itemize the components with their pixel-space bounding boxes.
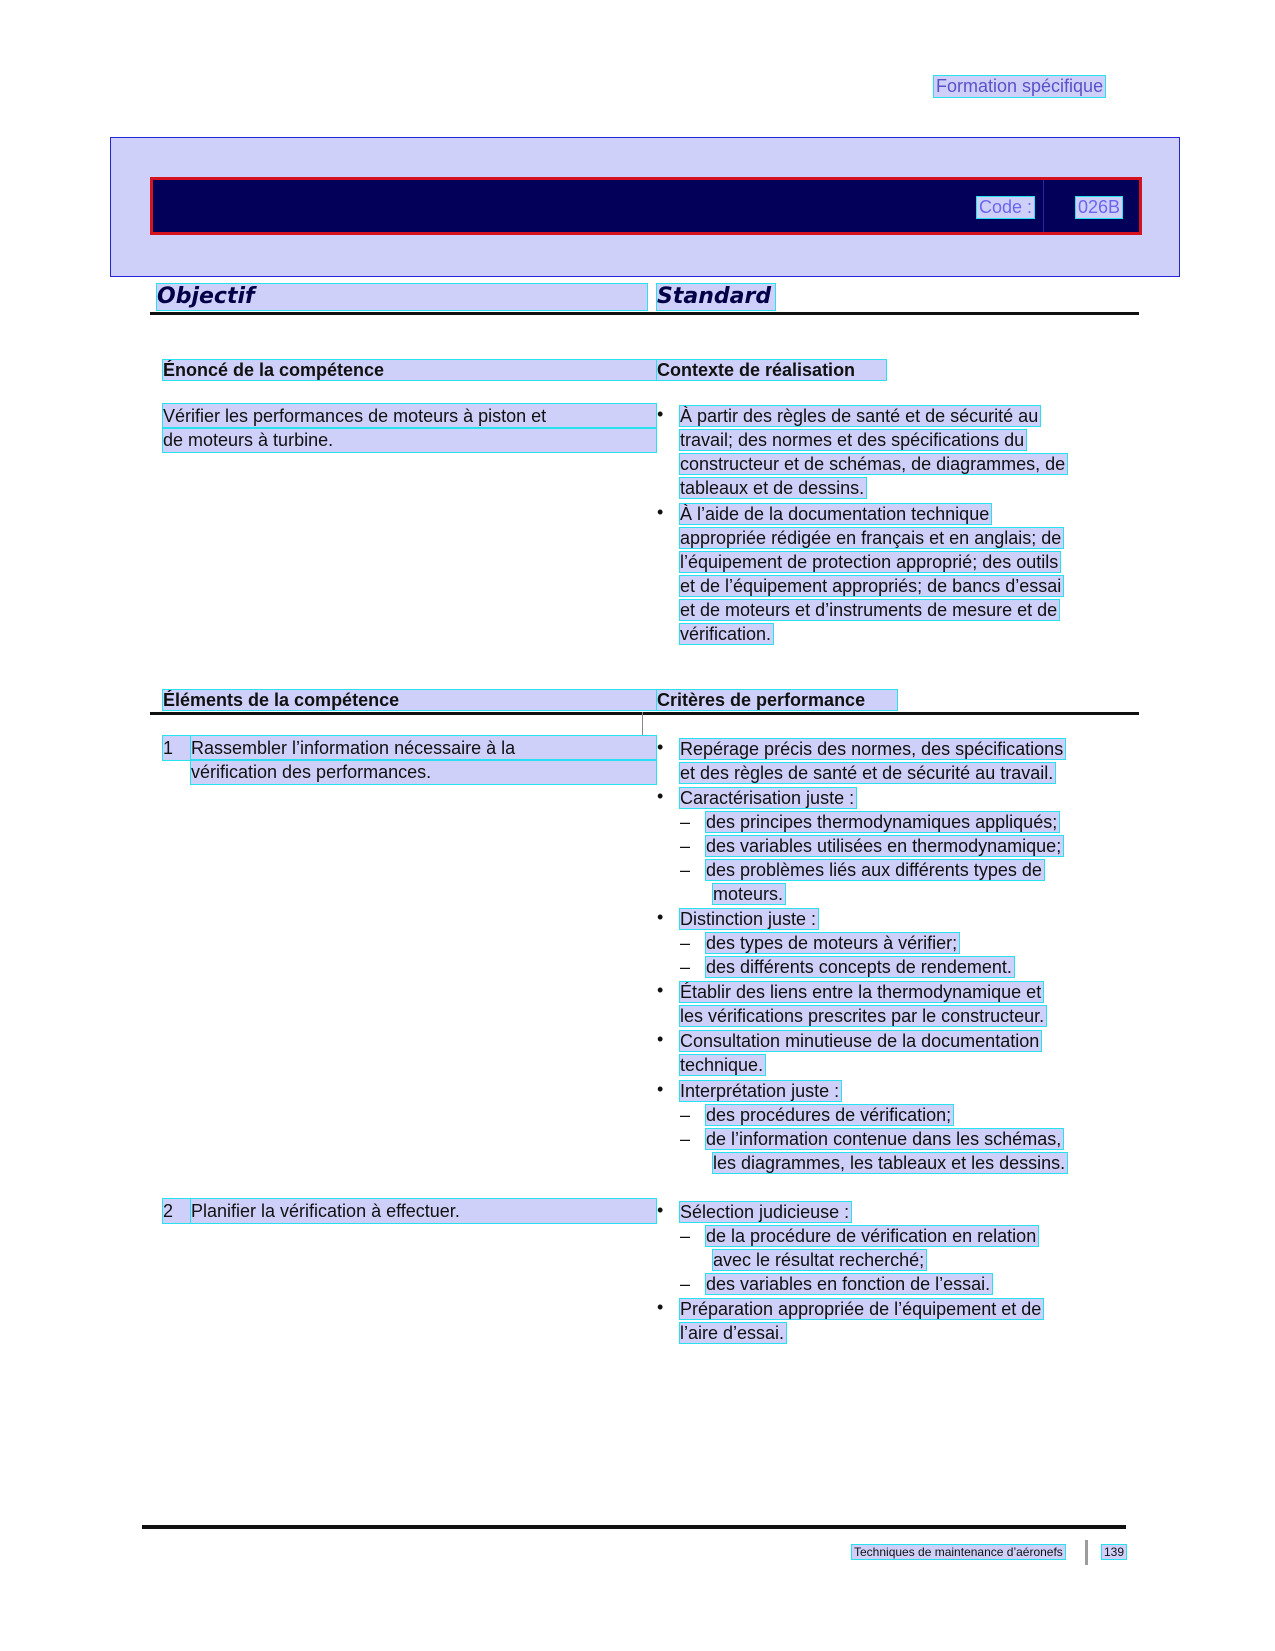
dash-icon: – bbox=[680, 860, 691, 880]
footer-text: Techniques de maintenance d’aéronefs bbox=[854, 1545, 1063, 1559]
element-line: Rassembler l’information nécessaire à la bbox=[191, 736, 656, 760]
sub-criterion bbox=[657, 858, 1127, 906]
contexte-line: À partir des règles de santé et de sécurité au bbox=[680, 406, 1039, 426]
element-line: Planifier la vérification à effectuer. bbox=[191, 1199, 656, 1223]
sub-criterion-line: avec le résultat recherché; bbox=[713, 1250, 925, 1270]
middle-rule bbox=[150, 712, 1139, 715]
dash-icon: – bbox=[680, 1274, 691, 1294]
criterion bbox=[657, 980, 1127, 1028]
criterion-line: technique. bbox=[680, 1055, 764, 1075]
contexte-heading: Contexte de réalisation bbox=[657, 360, 886, 380]
dash-icon: – bbox=[680, 812, 691, 832]
contexte-line: vérification. bbox=[680, 624, 772, 644]
criterion bbox=[657, 1079, 1127, 1103]
contexte-line: constructeur et de schémas, de diagrammes, de bbox=[680, 454, 1066, 474]
dash-icon: – bbox=[680, 933, 691, 953]
page-number: 139 bbox=[1104, 1545, 1125, 1559]
dash-icon: – bbox=[680, 1226, 691, 1246]
section-label: Formation spécifique bbox=[936, 76, 1104, 96]
sub-criterion bbox=[657, 931, 1127, 955]
dash-icon: – bbox=[680, 957, 691, 977]
sub-criterion-line: des procédures de vérification; bbox=[706, 1105, 952, 1125]
sub-criterion bbox=[657, 1103, 1127, 1127]
criterion-line: Préparation appropriée de l’équipement et de bbox=[680, 1299, 1042, 1319]
contexte-line: appropriée rédigée en français et en anglais; de bbox=[680, 528, 1062, 548]
sub-criterion-line: de la procédure de vérification en relation bbox=[706, 1226, 1037, 1246]
contexte-item bbox=[657, 404, 1127, 500]
footer-rule bbox=[142, 1525, 1126, 1529]
criterion bbox=[657, 737, 1127, 785]
criterion-line: Interprétation juste : bbox=[680, 1081, 840, 1101]
criterion-line: et des règles de santé et de sécurité au travail. bbox=[680, 763, 1054, 783]
dash-icon: – bbox=[680, 1129, 691, 1149]
enonce-text bbox=[163, 404, 656, 452]
sub-criterion-line: des différents concepts de rendement. bbox=[706, 957, 1012, 977]
dash-icon: – bbox=[680, 1105, 691, 1125]
criterion bbox=[657, 907, 1127, 931]
criterion-line: Sélection judicieuse : bbox=[680, 1202, 850, 1222]
contexte-item bbox=[657, 502, 1127, 646]
criterion-line: l’aire d’essai. bbox=[680, 1323, 785, 1343]
sub-criterion bbox=[657, 955, 1127, 979]
criterion bbox=[657, 786, 1127, 810]
sub-criterion-line: les diagrammes, les tableaux et les dessins. bbox=[713, 1153, 1066, 1173]
criterion bbox=[657, 1200, 1127, 1224]
sub-criterion-line: des types de moteurs à vérifier; bbox=[706, 933, 958, 953]
contexte-line: travail; des normes et des spécifications du bbox=[680, 430, 1025, 450]
bullet-icon: • bbox=[657, 404, 664, 424]
contexte-line: À l’aide de la documentation technique bbox=[680, 504, 990, 524]
footer-separator bbox=[1085, 1540, 1088, 1565]
bullet-icon: • bbox=[657, 1297, 664, 1317]
bullet-icon: • bbox=[657, 1200, 664, 1220]
objective-heading: Objectif bbox=[157, 284, 647, 310]
bullet-icon: • bbox=[657, 502, 664, 522]
criterion bbox=[657, 1297, 1127, 1345]
element-line: vérification des performances. bbox=[191, 760, 656, 784]
contexte-line: et de moteurs et d’instruments de mesure et de bbox=[680, 600, 1058, 620]
sub-criterion bbox=[657, 1224, 1127, 1272]
bullet-icon: • bbox=[657, 907, 664, 927]
criteria-heading: Critères de performance bbox=[657, 690, 897, 710]
sub-criterion-line: des variables en fonction de l’essai. bbox=[706, 1274, 991, 1294]
criterion-line: Consultation minutieuse de la documentation bbox=[680, 1031, 1040, 1051]
sub-criterion bbox=[657, 834, 1127, 858]
bullet-icon: • bbox=[657, 786, 664, 806]
top-rule bbox=[150, 312, 1139, 315]
criterion-line: Distinction juste : bbox=[680, 909, 817, 929]
bullet-icon: • bbox=[657, 980, 664, 1000]
sub-criterion-line: de l’information contenue dans les schémas, bbox=[706, 1129, 1062, 1149]
criterion bbox=[657, 1029, 1127, 1077]
sub-criterion-line: moteurs. bbox=[713, 884, 784, 904]
standard-heading: Standard bbox=[657, 284, 775, 310]
criterion-line: Établir des liens entre la thermodynamique et bbox=[680, 982, 1042, 1002]
enonce-line: de moteurs à turbine. bbox=[163, 428, 656, 452]
enonce-line: Vérifier les performances de moteurs à piston et bbox=[163, 404, 656, 428]
code-label: Code : bbox=[979, 197, 1033, 217]
element-number: 2 bbox=[163, 1199, 191, 1223]
element-text bbox=[191, 1199, 656, 1223]
sub-criterion bbox=[657, 1127, 1127, 1175]
criterion-line: Repérage précis des normes, des spécifications bbox=[680, 739, 1064, 759]
sub-criterion bbox=[657, 1272, 1127, 1296]
criterion-line: Caractérisation juste : bbox=[680, 788, 855, 808]
sub-criterion-line: des variables utilisées en thermodynamique; bbox=[706, 836, 1062, 856]
element-text bbox=[191, 736, 656, 784]
code-divider bbox=[1043, 180, 1044, 232]
criterion-line: les vérifications prescrites par le constructeur. bbox=[680, 1006, 1045, 1026]
enonce-heading: Énoncé de la compétence bbox=[163, 360, 656, 380]
contexte-line: tableaux et de dessins. bbox=[680, 478, 865, 498]
sub-criterion bbox=[657, 810, 1127, 834]
bullet-icon: • bbox=[657, 1079, 664, 1099]
contexte-line: et de l’équipement appropriés; de bancs d’essai bbox=[680, 576, 1062, 596]
code-value: 026B bbox=[1078, 197, 1121, 217]
element-number: 1 bbox=[163, 736, 191, 760]
contexte-line: l’équipement de protection approprié; des outils bbox=[680, 552, 1059, 572]
sub-criterion-line: des principes thermodynamiques appliqués; bbox=[706, 812, 1058, 832]
dash-icon: – bbox=[680, 836, 691, 856]
elements-heading: Éléments de la compétence bbox=[163, 690, 656, 710]
bullet-icon: • bbox=[657, 1029, 664, 1049]
sub-criterion-line: des problèmes liés aux différents types de bbox=[706, 860, 1042, 880]
bullet-icon: • bbox=[657, 737, 664, 757]
